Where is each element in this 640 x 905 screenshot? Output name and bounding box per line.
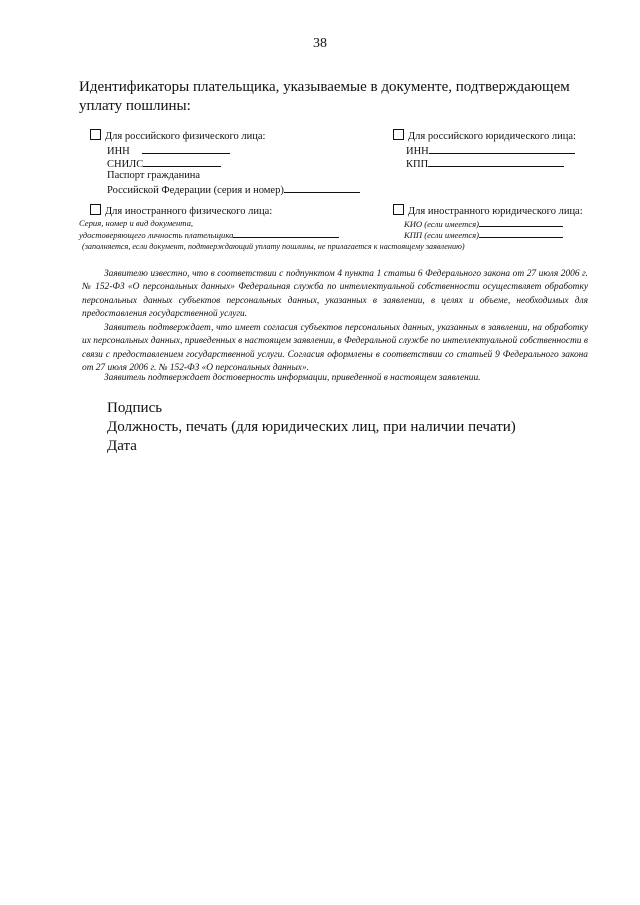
inn-field[interactable] — [142, 143, 230, 154]
fill-note: (заполняется, если документ, подтверждающий уплату пошлины, не прилагается к настоящему заявлению) — [82, 242, 465, 251]
ru-individual-label: Для российского физического лица: — [105, 131, 266, 142]
foreign-individual-option[interactable] — [90, 204, 272, 219]
kio-field[interactable] — [479, 218, 563, 227]
foreign-doc-field[interactable] — [233, 229, 339, 238]
legal-kpp-field[interactable] — [428, 156, 564, 167]
ru-legal-kpp-row — [406, 156, 564, 172]
date-label: Дата — [107, 438, 137, 454]
consent-paragraph-3: Заявитель подтверждает достоверность информации, приведенной в настоящем заявлении. — [104, 373, 481, 383]
snils-field[interactable] — [143, 156, 221, 167]
foreign-individual-checkbox[interactable] — [90, 204, 101, 215]
legal-inn-label: ИНН — [406, 146, 429, 157]
position-seal-label: Должность, печать (для юридических лиц, при наличии печати) — [107, 419, 516, 435]
legal-inn-field[interactable] — [429, 143, 575, 154]
inn-label: ИНН — [107, 146, 130, 157]
ru-individual-checkbox[interactable] — [90, 129, 101, 140]
foreign-kpp-row — [404, 229, 563, 241]
consent-paragraph-2: Заявитель подтверждает, что имеет согласия субъектов персональных данных, указанных в заявлении, на обработку их персональных данных, приведенных в настоящем заявлении, в Федеральной службе по интеллектуальной собственности в связи с предоставлением государственной услуги. Согласия оформлены в соответствии со статьей 9 Федерального закона от 27 июля 2006 г. № 152-ФЗ «О персональных данных». — [82, 323, 588, 373]
payer-identifiers-heading: Идентификаторы плательщика, указываемые в документе, подтверждающем уплату пошлины: — [79, 79, 570, 114]
passport-field[interactable] — [284, 182, 360, 193]
page-number: 38 — [313, 36, 327, 51]
foreign-legal-label: Для иностранного юридического лица: — [408, 206, 583, 217]
foreign-legal-option[interactable] — [393, 204, 583, 219]
passport-label-line2: Российской Федерации (серия и номер) — [107, 185, 284, 196]
foreign-kpp-label: КПП (если имеется) — [404, 230, 480, 240]
foreign-kpp-field[interactable] — [479, 229, 563, 238]
legal-kpp-label: КПП — [406, 159, 429, 170]
snils-label: СНИЛС — [107, 159, 144, 170]
ru-legal-checkbox[interactable] — [393, 129, 404, 140]
foreign-legal-checkbox[interactable] — [393, 204, 404, 215]
passport-label-line1: Паспорт гражданина — [107, 170, 201, 181]
foreign-doc-row — [79, 229, 339, 241]
foreign-doc-label-line2: удостоверяющего личность плательщика — [79, 230, 234, 240]
ru-legal-option[interactable] — [393, 129, 576, 144]
signature-label: Подпись — [107, 400, 163, 416]
ru-individual-option[interactable] — [90, 129, 265, 144]
foreign-individual-label: Для иностранного физического лица: — [105, 206, 273, 217]
ru-legal-label: Для российского юридического лица: — [408, 131, 576, 142]
kio-label: КИО (если имеется) — [404, 219, 480, 229]
passport-row — [107, 182, 360, 198]
foreign-doc-label-line1: Серия, номер и вид документа, — [79, 218, 194, 228]
consent-paragraph-1: Заявителю известно, что в соответствии с подпунктом 4 пункта 1 статьи 6 Федерального закона от 27 июля 2006 г. № 152-ФЗ «О персональных данных» Федеральная служба по интеллектуальной собственности осуществляет обработку персональных данных субъектов персональных данных, указанных в заявлении, в целях и объеме, необходимых для предоставления государственной услуги. — [82, 269, 588, 319]
